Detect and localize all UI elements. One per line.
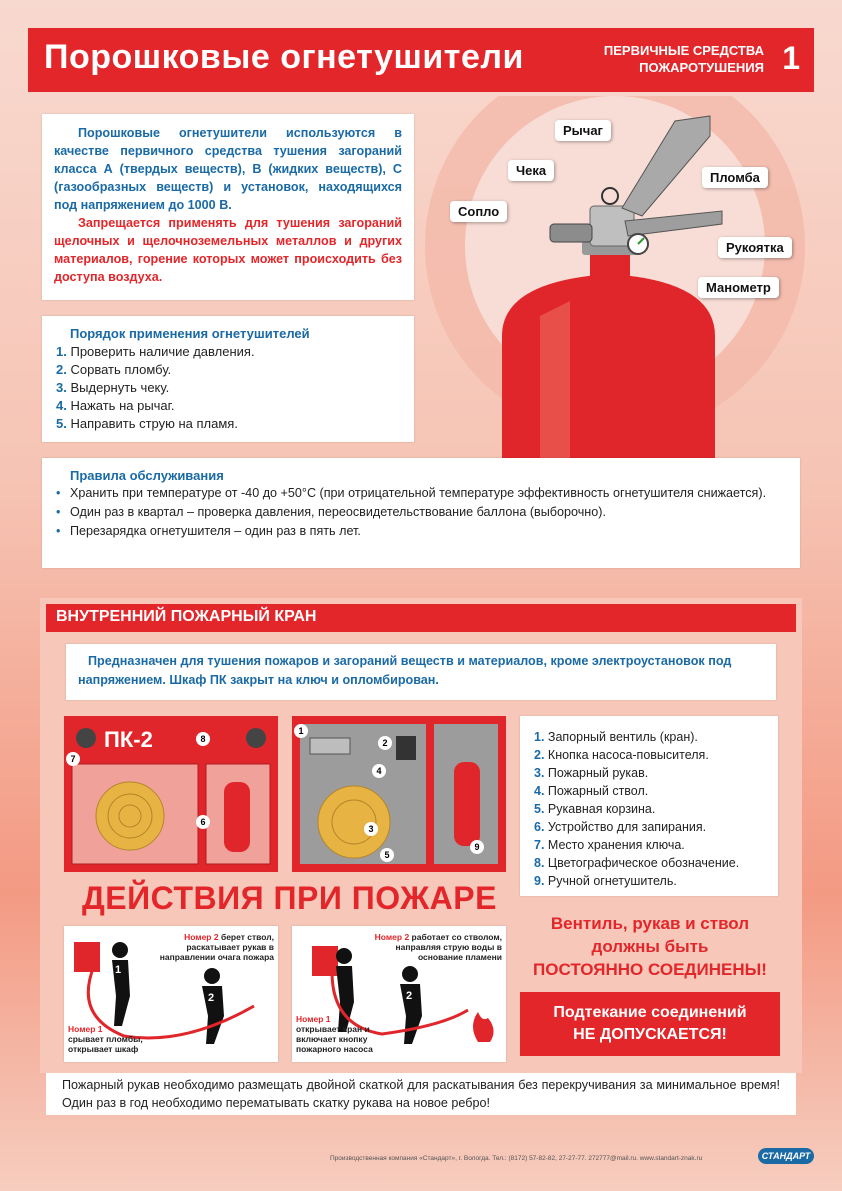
step-number: 4. <box>56 398 67 413</box>
connection-warning <box>520 912 780 981</box>
hydrant-purpose-box <box>66 644 776 700</box>
step-text: Нажать на рычаг. <box>70 398 175 413</box>
action-right-n1-name: Номер 1 <box>296 1014 331 1024</box>
legend-text: Цветографическое обозначение. <box>547 856 740 870</box>
step-number: 2. <box>56 362 67 377</box>
rules-list <box>56 484 786 541</box>
fig2-right: 2 <box>406 990 413 1002</box>
copyright-text: Производственная компания «Стандарт», г. Вологда. Тел.: (8172) 57-82-82, 27-27-77. 272777@mail.ru. www.standart-znak.ru <box>330 1155 703 1162</box>
action-left-n2-name: Номер 2 <box>184 932 219 942</box>
legend-number: 9. <box>534 874 545 888</box>
nozzle <box>550 224 592 242</box>
step-text: Направить струю на пламя. <box>70 416 238 431</box>
leak-warning-box <box>520 992 780 1056</box>
header-subtitle-line2: ПОЖАРОТУШЕНИЯ <box>639 60 764 75</box>
cabinet-label: ПК-2 <box>104 727 153 752</box>
callout-gauge: Манометр <box>698 277 779 298</box>
rules-title: Правила обслуживания <box>70 468 224 483</box>
action-right-n1-text: открывает кран и включает кнопку пожарного насоса <box>296 1024 373 1054</box>
legend-text: Пожарный рукав. <box>547 766 649 780</box>
warning-line2: должны быть <box>591 937 709 956</box>
action-right-n2 <box>358 932 502 962</box>
callout-handle: Рукоятка <box>718 237 792 258</box>
callout-lever: Рычаг <box>555 120 611 141</box>
rule-item: • Перезарядка огнетушителя – один раз в пять лет. <box>56 522 786 541</box>
marker-5: 5 <box>380 848 394 862</box>
intro-warning-text: Запрещается применять для тушения загораний щелочных и щелочноземельных металлов и других материалов, горение которых может происходить без доступа воздуха. <box>54 216 402 284</box>
legend-item <box>534 728 764 746</box>
legend-text: Устройство для запирания. <box>547 820 707 834</box>
legend-item <box>534 872 764 890</box>
rules-box <box>42 458 800 568</box>
action-panel-right <box>292 926 506 1062</box>
legend-text: Кнопка насоса-повысителя. <box>547 748 709 762</box>
hydrant-legend-box <box>520 716 778 896</box>
action-left-n2-text: берет ствол, раскатывает рукав в направлении очага пожара <box>159 932 274 962</box>
marker-9: 9 <box>470 840 484 854</box>
legend-number: 1. <box>534 730 545 744</box>
legend-number: 2. <box>534 748 545 762</box>
action-right-n2-name: Номер 2 <box>374 932 410 942</box>
legend-item <box>534 818 764 836</box>
hose-note: Пожарный рукав необходимо размещать двойной скаткой для раскатывания без перекручивания за минимальное время! Один раз в год необходимо перематывать скатку рукава на новое ребро! <box>46 1073 796 1115</box>
step-number: 5. <box>56 416 67 431</box>
header-subtitle <box>604 42 764 76</box>
marker-4: 4 <box>372 764 386 778</box>
action-left-n1 <box>68 1024 158 1054</box>
legend-item <box>534 800 764 818</box>
rule-item: • Хранить при температуре от -40 до +50°С (при отрицательной температуре эффективность огнетушителя снижается). <box>56 484 786 503</box>
legend-number: 7. <box>534 838 545 852</box>
fig1-left: 1 <box>115 964 122 976</box>
legend-item <box>534 782 764 800</box>
action-right-n2-text: работает со стволом, направляя струю воды в основание пламени <box>395 932 502 962</box>
callout-nozzle: Сопло <box>450 201 507 222</box>
extinguisher-highlight <box>540 301 570 466</box>
legend-item <box>534 854 764 872</box>
legend-text: Место хранения ключа. <box>547 838 685 852</box>
legend-text: Ручной огнетушитель. <box>547 874 677 888</box>
page-number: 1 <box>782 40 800 76</box>
step-text: Проверить наличие давления. <box>70 344 255 359</box>
legend-item <box>534 764 764 782</box>
marker-6: 6 <box>196 815 210 829</box>
legend-text: Запорный вентиль (кран). <box>547 730 698 744</box>
callout-seal: Пломба <box>702 167 768 188</box>
step-text: Выдернуть чеку. <box>70 380 170 395</box>
marker-7: 7 <box>66 752 80 766</box>
legend-text: Рукавная корзина. <box>547 802 656 816</box>
marker-8: 8 <box>196 732 210 746</box>
callout-pin: Чека <box>508 160 554 181</box>
marker-3: 3 <box>364 822 378 836</box>
hydrant-cabinet-closed <box>64 716 278 872</box>
legend-number: 3. <box>534 766 545 780</box>
actions-title: ДЕЙСТВИЯ ПРИ ПОЖАРЕ <box>82 880 497 916</box>
marker-2: 2 <box>378 736 392 750</box>
fig2-left: 2 <box>208 992 215 1004</box>
company-logo: СТАНДАРТ <box>758 1148 814 1164</box>
legend-item <box>534 746 764 764</box>
legend-number: 6. <box>534 820 545 834</box>
steps-title: Порядок применения огнетушителей <box>70 326 310 341</box>
hydrant-title: ВНУТРЕННИЙ ПОЖАРНЫЙ КРАН <box>46 604 796 632</box>
step-number: 1. <box>56 344 67 359</box>
legend-number: 8. <box>534 856 545 870</box>
header-subtitle-line1: ПЕРВИЧНЫЕ СРЕДСТВА <box>603 43 764 58</box>
hydrant-legend-list <box>534 728 764 890</box>
steps-list <box>56 343 400 433</box>
intro-box <box>42 114 414 300</box>
legend-text: Пожарный ствол. <box>547 784 649 798</box>
legend-item <box>534 836 764 854</box>
action-right-n1 <box>296 1014 380 1054</box>
step-item <box>56 343 400 361</box>
intro-usage-text: Порошковые огнетушители используются в качестве первичного средства тушения загораний класса А (твердых веществ), В (жидких веществ), С (газообразных веществ) и установок, находящихся под напряжением до 1000 В. <box>54 126 402 212</box>
legend-number: 5. <box>534 802 545 816</box>
step-item <box>56 415 400 433</box>
leak-warning-line2: НЕ ДОПУСКАЕТСЯ! <box>573 1026 727 1043</box>
warning-line1: Вентиль, рукав и ствол <box>550 914 750 933</box>
header-bar <box>28 28 814 92</box>
steps-box <box>42 316 414 442</box>
page-title: Порошковые огнетушители <box>44 38 524 76</box>
extinguisher-body <box>502 274 715 466</box>
hydrant-purpose-text: Предназначен для тушения пожаров и загораний веществ и материалов, кроме электроустановок под напряжением. Шкаф ПК закрыт на ключ и опломбирован. <box>78 654 732 687</box>
action-panel-left <box>64 926 278 1062</box>
flame-icon <box>473 1012 494 1042</box>
action-left-n1-text: срывает пломбы, открывает шкаф <box>68 1034 143 1054</box>
action-left-n2 <box>150 932 274 962</box>
marker-1: 1 <box>294 724 308 738</box>
step-text: Сорвать пломбу. <box>70 362 172 377</box>
warning-line3: ПОСТОЯННО СОЕДИНЕНЫ! <box>533 960 767 979</box>
rule-item: • Один раз в квартал – проверка давления, переосвидетельствование баллона (выборочно). <box>56 503 786 522</box>
leak-warning-line1: Подтекание соединений <box>553 1004 747 1021</box>
step-item <box>56 397 400 415</box>
step-number: 3. <box>56 380 67 395</box>
legend-number: 4. <box>534 784 545 798</box>
step-item <box>56 361 400 379</box>
action-left-n1-name: Номер 1 <box>68 1024 103 1034</box>
step-item <box>56 379 400 397</box>
